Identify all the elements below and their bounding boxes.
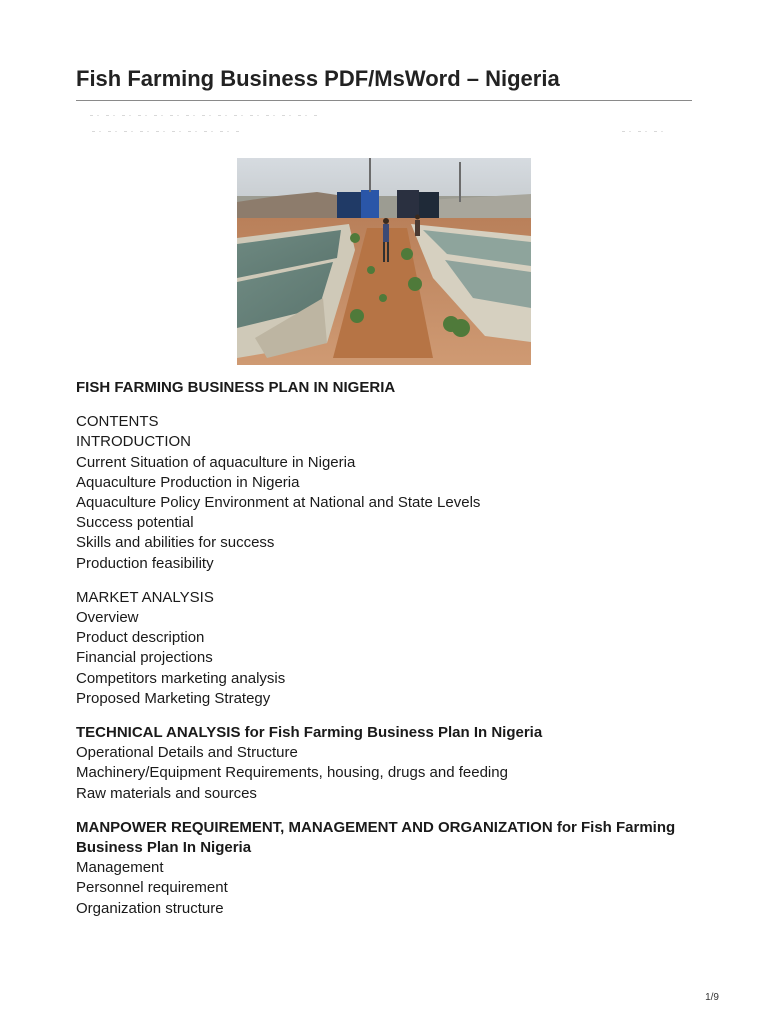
list-item: CONTENTS <box>76 413 159 431</box>
document-heading-section <box>76 378 696 398</box>
list-item: Machinery/Equipment Requirements, housing, drugs and feeding <box>76 764 508 782</box>
contents-section <box>76 412 696 574</box>
list-item: MARKET ANALYSIS <box>76 588 214 606</box>
fish-farm-photo <box>237 158 531 365</box>
list-item: Organization structure <box>76 899 224 917</box>
list-item: Proposed Marketing Strategy <box>76 689 271 707</box>
list-item: Management <box>76 859 164 877</box>
faded-text-line <box>622 131 668 132</box>
table-of-contents <box>76 378 696 933</box>
list-item: Financial projections <box>76 649 213 667</box>
manpower-section <box>76 818 696 919</box>
list-item: Personnel requirement <box>76 879 228 897</box>
list-item: Raw materials and sources <box>76 784 257 802</box>
list-item: Current Situation of aquaculture in Nigeria <box>76 453 356 471</box>
faded-text-line <box>92 131 242 132</box>
document-heading: FISH FARMING BUSINESS PLAN IN NIGERIA <box>76 379 396 396</box>
list-item: Operational Details and Structure <box>76 744 298 762</box>
list-item: INTRODUCTION <box>76 433 191 451</box>
page-number: 1/9 <box>705 992 719 1003</box>
list-item: Aquaculture Policy Environment at National and State Levels <box>76 494 481 512</box>
list-item: Overview <box>76 609 139 627</box>
list-item: Success potential <box>76 514 194 532</box>
technical-analysis-section <box>76 723 696 804</box>
faded-text-line <box>90 115 320 116</box>
section-heading: TECHNICAL ANALYSIS for Fish Farming Business Plan In Nigeria <box>76 724 543 742</box>
list-item: Skills and abilities for success <box>76 534 275 552</box>
section-heading: MANPOWER REQUIREMENT, MANAGEMENT AND ORGANIZATION for Fish Farming Business Plan In Nigeria <box>76 818 676 857</box>
title-divider <box>76 100 692 101</box>
list-item: Production feasibility <box>76 554 214 572</box>
page-title: Fish Farming Business PDF/MsWord – Nigeria <box>76 66 560 91</box>
list-item: Product description <box>76 629 205 647</box>
list-item: Competitors marketing analysis <box>76 669 286 687</box>
list-item: Aquaculture Production in Nigeria <box>76 473 300 491</box>
market-analysis-section <box>76 588 696 709</box>
